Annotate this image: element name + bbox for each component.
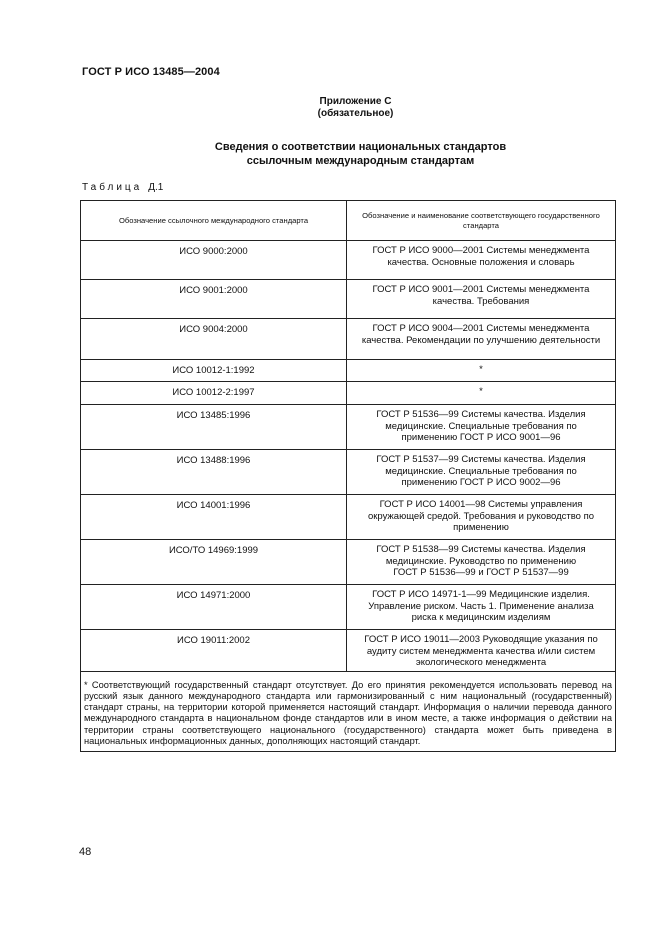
national-standard-line: экологического менеджмента — [415, 657, 547, 668]
table-row — [81, 280, 616, 319]
national-standard-cell — [347, 630, 616, 672]
national-standard-line: ГОСТ Р 51538—99 Системы качества. Изделия — [376, 544, 586, 555]
national-standard-line: медицинские. Специальные требования по — [385, 465, 577, 477]
international-standard-cell: ИСО 9001:2000 — [81, 280, 347, 319]
national-standard-cell — [347, 540, 616, 585]
annex-heading — [0, 96, 661, 120]
table-footnote: * Соответствующий государственный стандарт отсутствует. До его принятия рекомендуется использовать перевод на русский язык данного международного стандарта или гармонизированный с ним национальный (государственный) стандарт страны, на территории которой применяется настоящий стандарт. Информация о наличии перевода данного международного стандарта в национальном фонде стандартов или в ином месте, а также информация о действии на территории страны соответствующего национального (государственного) стандарта может быть приведена в национальных информационных данных, дополняющих настоящий стандарт. — [81, 671, 616, 752]
national-standard-line: ГОСТ Р ИСО 9004—2001 Системы менеджмента — [372, 323, 590, 334]
table-row — [81, 360, 616, 382]
table-row — [81, 630, 616, 672]
international-standard-cell: ИСО/ТО 14969:1999 — [81, 540, 347, 585]
table-row — [81, 241, 616, 280]
international-standard-cell: ИСО 14001:1996 — [81, 495, 347, 540]
national-standard-line: применению ГОСТ Р ИСО 9001—96 — [401, 432, 561, 443]
national-standard-line: ГОСТ Р ИСО 14971-1—99 Медицинские изделия. — [372, 589, 590, 600]
national-standard-cell — [347, 450, 616, 495]
table-header-row — [81, 201, 616, 241]
national-standard-line: * — [479, 364, 483, 375]
table-row — [81, 319, 616, 360]
table-caption — [82, 182, 163, 193]
national-standard-line: риска к медицинским изделиям — [411, 612, 551, 623]
international-standard-cell: ИСО 9000:2000 — [81, 241, 347, 280]
international-standard-cell: ИСО 14971:2000 — [81, 585, 347, 630]
international-standard-cell: ИСО 10012-1:1992 — [81, 360, 347, 382]
national-standard-line: аудиту систем менеджмента качества и/или систем — [366, 645, 596, 657]
national-standard-line: применению — [453, 522, 509, 533]
national-standard-line: ГОСТ Р 51537—99 Системы качества. Изделия — [376, 454, 586, 465]
national-standard-line: медицинские. Специальные требования по — [385, 420, 577, 432]
table-caption-label: Таблица — [82, 182, 143, 193]
international-standard-cell: ИСО 10012-2:1997 — [81, 382, 347, 405]
header-international-standard: Обозначение ссылочного международного стандарта — [81, 201, 347, 241]
national-standard-line: Управление риском. Часть 1. Применение анализа — [368, 600, 594, 612]
national-standard-line: ГОСТ Р ИСО 9000—2001 Системы менеджмента — [372, 245, 590, 256]
document-designation: ГОСТ Р ИСО 13485—2004 — [82, 66, 220, 78]
national-standard-line: ГОСТ Р ИСО 9001—2001 Системы менеджмента — [372, 284, 590, 295]
table-row — [81, 405, 616, 450]
table-row — [81, 540, 616, 585]
national-standard-cell — [347, 241, 616, 280]
national-standard-line: * — [479, 386, 483, 397]
international-standard-cell: ИСО 19011:2002 — [81, 630, 347, 672]
page-number: 48 — [79, 846, 92, 858]
national-standard-line: качества. Рекомендации по улучшению деятельности — [361, 334, 601, 346]
national-standard-cell — [347, 495, 616, 540]
national-standard-cell — [347, 280, 616, 319]
section-title — [60, 140, 661, 168]
national-standard-line: качества. Требования — [432, 295, 530, 307]
international-standard-cell: ИСО 13485:1996 — [81, 405, 347, 450]
national-standard-cell — [347, 319, 616, 360]
national-standard-line: ГОСТ Р ИСО 14001—98 Системы управления — [379, 499, 583, 510]
national-standard-cell — [347, 382, 616, 405]
header-national-standard: Обозначение и наименование соответствующего государственного стандарта — [347, 201, 616, 241]
table-row — [81, 450, 616, 495]
national-standard-line: медицинские. Руководство по применению — [385, 555, 577, 567]
national-standard-line: ГОСТ Р 51536—99 и ГОСТ Р 51537—99 — [393, 567, 569, 578]
national-standard-cell — [347, 585, 616, 630]
national-standard-cell — [347, 360, 616, 382]
table-caption-number: Д.1 — [148, 182, 164, 193]
table-footnote-row — [81, 671, 616, 752]
standards-correspondence-table — [80, 200, 616, 752]
table-row — [81, 382, 616, 405]
national-standard-line: применению ГОСТ Р ИСО 9002—96 — [401, 477, 561, 488]
international-standard-cell: ИСО 13488:1996 — [81, 450, 347, 495]
table-row — [81, 495, 616, 540]
section-title-line-2: ссылочным международным стандартам — [246, 155, 475, 167]
annex-status: (обязательное) — [317, 108, 394, 119]
annex-title: Приложение С — [319, 96, 392, 107]
section-title-line-1: Сведения о соответствии национальных стандартов — [214, 141, 507, 153]
national-standard-cell — [347, 405, 616, 450]
national-standard-line: качества. Основные положения и словарь — [387, 256, 575, 268]
national-standard-line: окружающей средой. Требования и руководство по — [367, 510, 595, 522]
table-row — [81, 585, 616, 630]
national-standard-line: ГОСТ Р ИСО 19011—2003 Руководящие указания по — [364, 634, 598, 645]
international-standard-cell: ИСО 9004:2000 — [81, 319, 347, 360]
national-standard-line: ГОСТ Р 51536—99 Системы качества. Изделия — [376, 409, 586, 420]
